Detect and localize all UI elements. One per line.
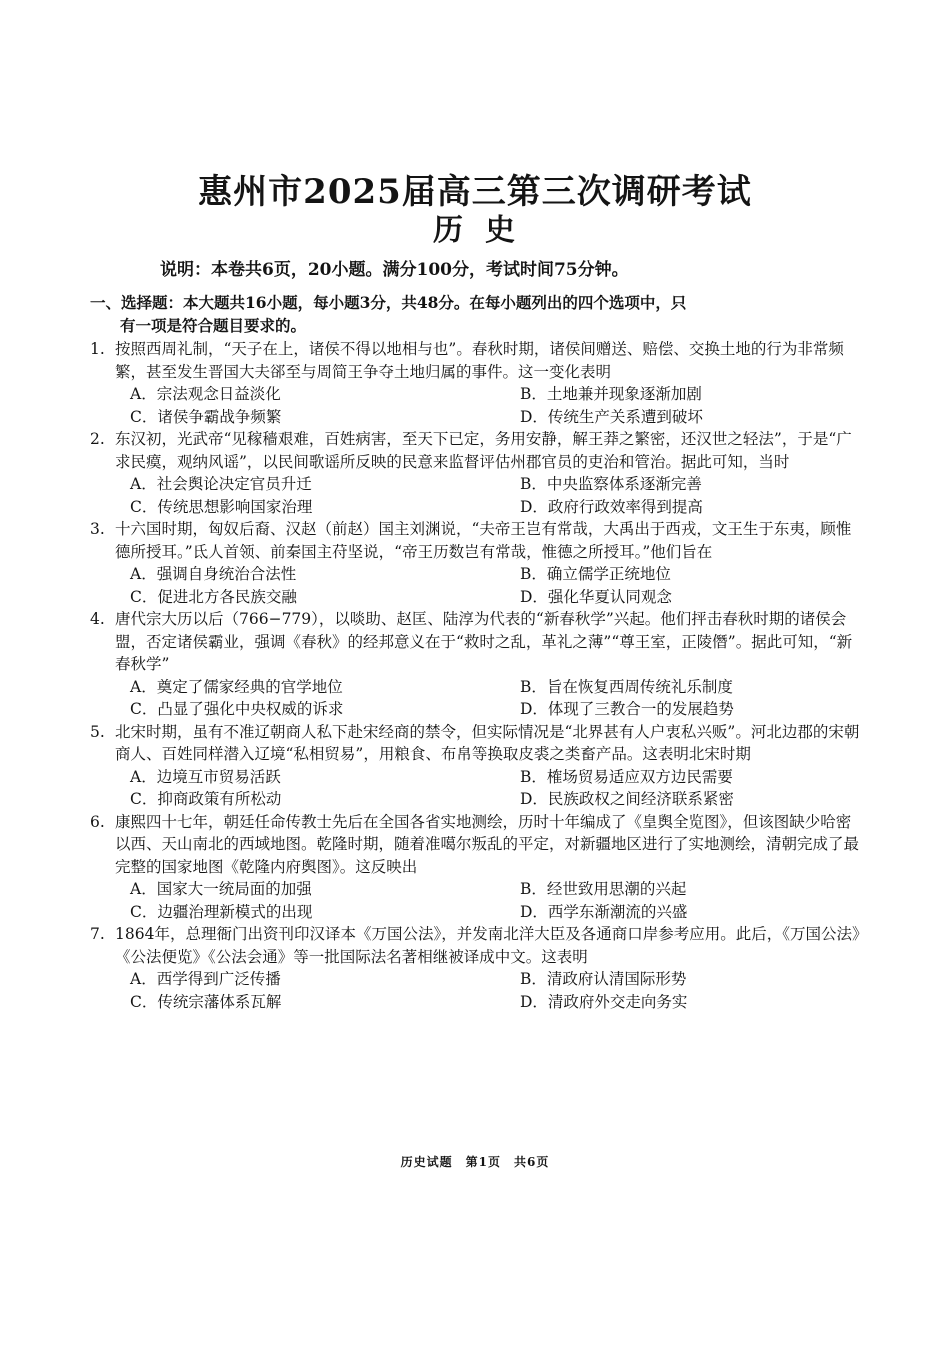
question-stem: [90, 518, 860, 563]
option-d: D．政府行政效率得到提高: [520, 497, 703, 516]
question-options: [90, 383, 860, 428]
question-stem: [90, 721, 860, 766]
question-options: [90, 676, 860, 721]
question-options: [90, 968, 860, 1013]
section-heading-line: 有一项是符合题目要求的。: [120, 315, 307, 335]
question-number: 2.: [90, 430, 105, 448]
option-b: B．确立儒学正统地位: [520, 565, 671, 583]
section-heading-line: 一、选择题：本大题共16小题，每小题3分，共48分。在每小题列出的四个选项中，只: [90, 293, 687, 312]
exam-instructions: 说明：本卷共6页，20小题。满分100分，考试时间75分钟。: [160, 260, 629, 280]
option-d: D．体现了三教合一的发展趋势: [520, 700, 734, 718]
question-stem: [90, 338, 860, 383]
option-d: D．清政府外交走向务实: [520, 992, 688, 1011]
question-number: 4.: [90, 610, 105, 628]
question-3: [90, 518, 860, 608]
question-text: 唐代宗大历以后（766−779），以啖助、赵匡、陆淳为代表的“新春秋学”兴起。他们抨击春秋时期的诸侯会盟，否定诸侯霸业，强调《春秋》的经邦意义在于“救时之乱，革礼之薄”“尊王室，正陵僭”。据此可知，“新春秋学”: [115, 610, 853, 673]
option-a: A．社会舆论决定官员升迁: [130, 475, 312, 493]
question-4: [90, 608, 860, 721]
option-d: D．强化华夏认同观念: [520, 587, 672, 606]
option-b: B．清政府认清国际形势: [520, 970, 687, 988]
option-d: D．民族政权之间经济联系紧密: [520, 790, 734, 808]
question-number: 6.: [90, 812, 105, 831]
question-stem: [90, 608, 860, 676]
option-c: C．抑商政策有所松动: [130, 790, 282, 808]
question-text: 按照西周礼制，“天子在上，诸侯不得以地相与也”。春秋时期，诸侯间赠送、赔偿、交换土地的行为非常频繁，甚至发生晋国大夫郤至与周简王争夺土地归属的事件。这一变化表明: [115, 340, 844, 381]
question-options: [90, 473, 860, 518]
option-c: C．诸侯争霸战争频繁: [130, 407, 282, 426]
question-stem: [90, 923, 860, 968]
option-d: D．传统生产关系遭到破坏: [520, 407, 703, 426]
option-b: B．中央监察体系逐渐完善: [520, 475, 702, 493]
question-options: [90, 878, 860, 923]
option-b: B．经世致用思潮的兴起: [520, 880, 687, 898]
exam-subject: 历史: [433, 213, 537, 248]
option-a: A．强调自身统治合法性: [130, 565, 297, 583]
question-text: 十六国时期，匈奴后裔、汉赵（前赵）国主刘渊说，“夫帝王岂有常哉，大禹出于西戎，文王生于东夷，顾惟德所授耳。”氐人首领、前秦国主苻坚说，“帝王历数岂有常哉，惟德之所授耳。”他们旨在: [115, 520, 852, 561]
question-stem: [90, 428, 860, 473]
option-d: D．西学东渐潮流的兴盛: [520, 902, 688, 921]
option-a: A．国家大一统局面的加强: [130, 880, 312, 898]
option-c: C．促进北方各民族交融: [130, 587, 297, 606]
option-b: B．旨在恢复西周传统礼乐制度: [520, 677, 733, 696]
question-stem: [90, 811, 860, 879]
question-2: [90, 428, 860, 518]
question-text: 北宋时期，虽有不准辽朝商人私下赴宋经商的禁令，但实际情况是“北界甚有人户衷私兴贩”。河北边郡的宋朝商人、百姓同样潜入辽境“私相贸易”，用粮食、布帛等换取皮裘之类畜产品。这表明北宋时期: [115, 722, 860, 763]
question-text: 康熙四十七年，朝廷任命传教士先后在全国各省实地测绘，历时十年编成了《皇舆全览图》，但该图缺少哈密以西、天山南北的西域地图。乾隆时期，随着准噶尔叛乱的平定，对新疆地区进行了实地测绘，清朝完成了最完整的国家地图《乾隆内府舆图》。这反映出: [115, 812, 860, 876]
question-number: 5.: [90, 722, 105, 741]
question-5: [90, 721, 860, 811]
option-a: A．奠定了儒家经典的官学地位: [130, 677, 343, 696]
section-heading: [90, 292, 880, 337]
option-c: C．传统思想影响国家治理: [130, 497, 313, 516]
question-options: [90, 766, 860, 811]
question-text: 1864年，总理衙门出资刊印汉译本《万国公法》，并发南北洋大臣及各通商口岸参考应用。此后，《万国公法》《公法便览》《公法会通》等一批国际法名著相继被译成中文。这表明: [115, 925, 860, 966]
option-c: C．边疆治理新模式的出现: [130, 902, 313, 921]
question-number: 3.: [90, 520, 105, 538]
question-number: 7.: [90, 925, 105, 943]
option-a: A．西学得到广泛传播: [130, 970, 281, 988]
exam-title: 惠州市2025届高三第三次调研考试: [198, 172, 752, 212]
question-6: [90, 811, 860, 924]
question-options: [90, 563, 860, 608]
option-a: A．边境互市贸易活跃: [130, 767, 281, 786]
option-a: A．宗法观念日益淡化: [130, 385, 281, 403]
question-1: [90, 338, 860, 428]
question-text: 东汉初，光武帝“见稼穑艰难，百姓病害，至天下已定，务用安静，解王莽之繁密，还汉世之轻法”，于是“广求民瘼，观纳风谣”，以民间歌谣所反映的民意来监督评估州郡官员的吏治和管治。据此可知，当时: [115, 430, 852, 471]
question-7: [90, 923, 860, 1013]
page-footer: 历史试题 第1页 共6页: [400, 1155, 550, 1169]
question-list: [90, 338, 860, 1013]
question-number: 1.: [90, 340, 105, 358]
option-b: B．榷场贸易适应双方边民需要: [520, 767, 733, 786]
option-b: B．土地兼并现象逐渐加剧: [520, 385, 702, 403]
option-c: C．传统宗藩体系瓦解: [130, 992, 282, 1011]
option-c: C．凸显了强化中央权威的诉求: [130, 700, 344, 718]
